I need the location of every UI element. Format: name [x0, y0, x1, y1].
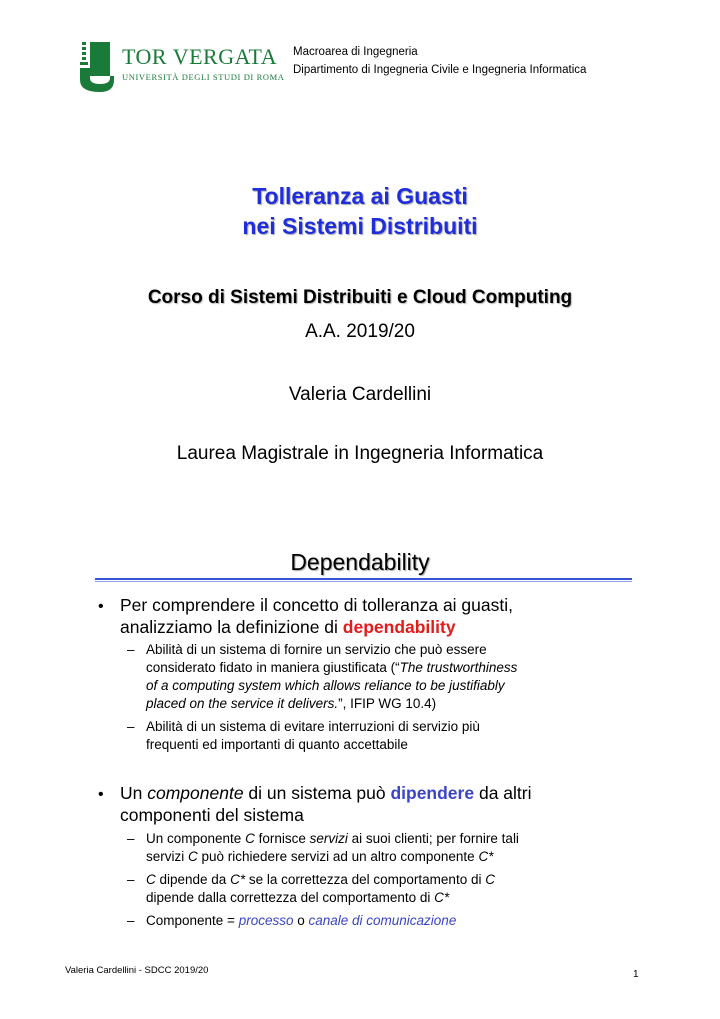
header-macroarea: Macroarea di Ingegneria	[293, 46, 418, 58]
sub-2-2-line1	[146, 871, 495, 889]
var-c: C	[485, 872, 495, 887]
slide-footer: Valeria Cardellini - SDCC 2019/20	[65, 965, 209, 976]
dash-marker: –	[127, 913, 135, 928]
sub-1-2-line1: Abilità di un sistema di evitare interruzioni di servizio più	[146, 719, 480, 734]
cover-title-line2: nei Sistemi Distribuiti	[242, 213, 478, 239]
text-run: o	[293, 913, 309, 928]
academic-year: A.A. 2019/20	[305, 321, 415, 342]
title-divider	[95, 578, 632, 580]
var-c: C	[245, 831, 255, 846]
dash-marker: –	[127, 642, 135, 657]
bullet-2-line1	[120, 783, 531, 804]
text-run: ai suoi clienti; per fornire tali	[347, 831, 519, 846]
keyword-dipendere: dipendere	[390, 783, 475, 803]
text-run: dipende dalla correttezza del comportamento di	[146, 890, 435, 905]
text-run: servizi	[146, 849, 189, 864]
quote-text: placed on the service it delivers.	[146, 696, 339, 711]
var-c: C	[188, 849, 198, 864]
var-c-star: C*	[230, 872, 246, 887]
sub-2-2-line2	[146, 889, 449, 907]
logo-title: TOR VERGATA	[122, 44, 278, 69]
text-run: dipende da	[155, 872, 231, 887]
degree-program: Laurea Magistrale in Ingegneria Informatica	[176, 443, 544, 464]
sub-2-1-line2	[146, 848, 493, 866]
sub-1-1-line3	[146, 677, 505, 695]
text-run: fornisce	[254, 831, 310, 846]
logo-subtitle: UNIVERSITÀ DEGLI STUDI DI ROMA	[122, 72, 285, 82]
text-run: se la correttezza del comportamento di	[245, 872, 486, 887]
title-divider-shadow	[95, 581, 632, 582]
bullet-2-line2: componenti del sistema	[120, 805, 304, 825]
text-run: da altri	[474, 783, 532, 803]
bullet-marker: •	[98, 786, 104, 803]
header-department: Dipartimento di Ingegneria Civile e Ingegneria Informatica	[293, 64, 587, 76]
university-logo	[80, 42, 285, 92]
bullet-1-line2	[120, 617, 456, 638]
tor-vergata-logo-icon	[80, 42, 116, 92]
var-c-star: C*	[478, 849, 494, 864]
term-servizi: servizi	[309, 831, 348, 846]
citation: ”, IFIP WG 10.4)	[338, 696, 437, 711]
text-run: di un sistema può	[243, 783, 391, 803]
dash-marker: –	[127, 719, 135, 734]
keyword-dependability: dependability	[342, 617, 456, 637]
term-canale: canale di comunicazione	[308, 913, 457, 928]
text-run: Un componente	[146, 831, 246, 846]
cover-title-line1: Tolleranza ai Guasti	[252, 183, 468, 209]
text-run: Un	[120, 783, 148, 803]
sub-2-3-line1	[146, 912, 456, 930]
sub-1-2-line2: frequenti ed importanti di quanto accettabile	[146, 737, 408, 752]
dash-marker: –	[127, 831, 135, 846]
sub-1-1-line1: Abilità di un sistema di fornire un servizio che può essere	[146, 642, 487, 657]
sub-1-1-line2	[146, 659, 517, 677]
text-run: considerato fidato in maniera giustificata (“	[146, 660, 400, 675]
text-run: analizziamo la definizione di	[120, 617, 343, 637]
quote-text: of a computing system which allows reliance to be justifiably	[146, 678, 505, 693]
course-name: Corso di Sistemi Distribuiti e Cloud Computing	[147, 287, 573, 308]
quote-text: The trustworthiness	[399, 660, 518, 675]
author-name: Valeria Cardellini	[288, 384, 432, 405]
dash-marker: –	[127, 872, 135, 887]
var-c-star: C*	[434, 890, 450, 905]
term-componente: componente	[147, 783, 244, 803]
page-number: 1	[633, 969, 639, 980]
sub-1-1-line4	[146, 695, 436, 713]
bullet-1-line1: Per comprendere il concetto di tolleranza ai guasti,	[120, 595, 513, 615]
text-run: può richiedere servizi ad un altro componente	[197, 849, 479, 864]
term-processo: processo	[238, 913, 294, 928]
bullet-marker: •	[98, 598, 104, 615]
var-c: C	[146, 872, 156, 887]
text-run: Componente =	[146, 913, 239, 928]
slide-title: Dependability	[290, 549, 430, 575]
sub-2-1-line1	[146, 830, 519, 848]
